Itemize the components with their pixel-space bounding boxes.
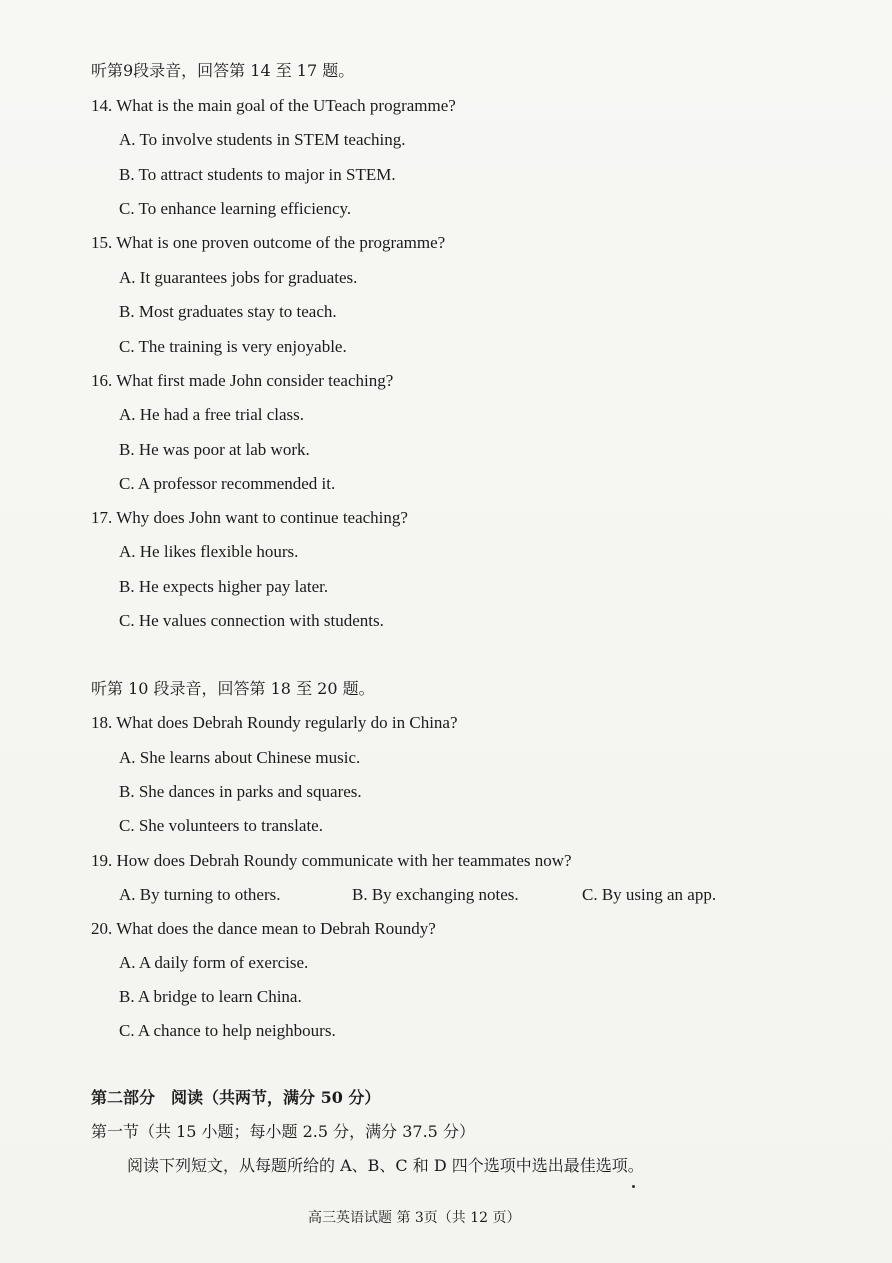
question-16-option-a: A. He had a free trial class. (119, 405, 305, 424)
question-15-stem: 15. What is one proven outcome of the programme? (91, 233, 446, 252)
question-16-stem: 16. What first made John consider teaching? (91, 371, 394, 390)
question-18-option-a: A. She learns about Chinese music. (119, 748, 361, 767)
question-17-option-c: C. He values connection with students. (119, 611, 384, 630)
question-19-option-a: A. By turning to others. (119, 885, 281, 904)
question-14-option-c: C. To enhance learning efficiency. (119, 199, 352, 218)
part-2-instruction: 阅读下列短文，从每题所给的 A、B、C 和 D 四个选项中选出最佳选项。 (127, 1156, 644, 1175)
section-10-header: 听第 10 段录音，回答第 18 至 20 题。 (91, 679, 375, 698)
section-9-header: 听第9段录音，回答第 14 至 17 题。 (91, 61, 355, 80)
question-17-stem: 17. Why does John want to continue teaching? (91, 508, 408, 527)
question-18-option-b: B. She dances in parks and squares. (119, 782, 362, 801)
question-14-stem: 14. What is the main goal of the UTeach programme? (91, 96, 456, 115)
question-20-stem: 20. What does the dance mean to Debrah Roundy? (91, 919, 436, 938)
question-17-option-a: A. He likes flexible hours. (119, 542, 299, 561)
question-20-option-b: B. A bridge to learn China. (119, 987, 302, 1006)
question-19-stem: 19. How does Debrah Roundy communicate with her teammates now? (91, 851, 572, 870)
part-2-section-1-header: 第一节（共 15 小题；每小题 2.5 分，满分 37.5 分） (91, 1122, 475, 1141)
question-16-option-b: B. He was poor at lab work. (119, 440, 310, 459)
question-18-stem: 18. What does Debrah Roundy regularly do in China? (91, 713, 458, 732)
question-14-option-a: A. To involve students in STEM teaching. (119, 130, 406, 149)
question-19-option-b: B. By exchanging notes. (352, 885, 519, 904)
question-20-option-a: A. A daily form of exercise. (119, 953, 309, 972)
part-2-title: 第二部分 阅读（共两节，满分 50 分） (91, 1088, 381, 1107)
question-16-option-c: C. A professor recommended it. (119, 474, 336, 493)
question-20-option-c: C. A chance to help neighbours. (119, 1021, 336, 1040)
question-14-option-b: B. To attract students to major in STEM. (119, 165, 396, 184)
question-18-option-c: C. She volunteers to translate. (119, 816, 323, 835)
question-17-option-b: B. He expects higher pay later. (119, 577, 329, 596)
question-19-option-c: C. By using an app. (582, 885, 717, 904)
page-footer: 高三英语试题 第 3页（共 12 页） (308, 1210, 521, 1226)
question-15-option-b: B. Most graduates stay to teach. (119, 302, 337, 321)
stray-mark (632, 1185, 635, 1188)
question-15-option-c: C. The training is very enjoyable. (119, 337, 347, 356)
question-15-option-a: A. It guarantees jobs for graduates. (119, 268, 358, 287)
